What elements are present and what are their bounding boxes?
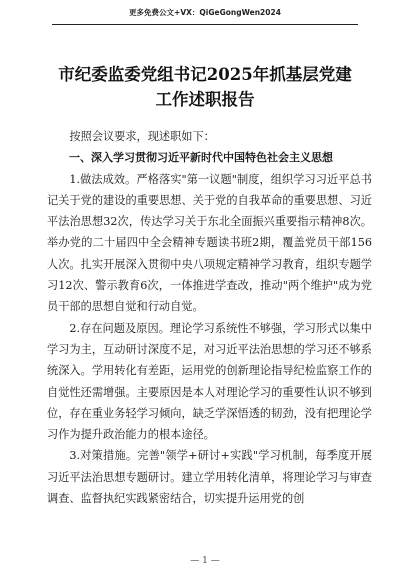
- paragraph-1: 1.做法成效。严格落实"第一议题"制度，组织学习习近平总书记关于党的建设的重要思想、关于党的自我革命的重要思想、习近平法治思想32次，传达学习关于东北全面振兴重要指示精神8次。举办党的二十届四中全会精神专题读书班2期，覆盖党员干部156人次。扎实开展深入贯彻中央八项规定精神学习教育，组织专题学习12次、警示教育6次，一体推进学查改，推动"两个维护"成为党员干部的思想自觉和行动自觉。: [47, 172, 372, 314]
- document-title: [40, 62, 370, 112]
- page-header: [0, 0, 410, 40]
- document-body: [47, 126, 372, 509]
- header-rule: [52, 24, 358, 25]
- paragraph-3: 3.对策措施。完善"领学+研讨+实践"学习机制，每季度开展习近平法治思想专题研讨。建立学用转化清单，将理论学习与审查调查、监督执纪实践紧密结合，切实提升运用党的创: [47, 449, 372, 506]
- title-line-1: 市纪委监委党组书记2025年抓基层党建: [58, 65, 352, 84]
- page-number: — 1 —: [190, 556, 220, 566]
- header-text: 更多免费公文+VX：QiGeGongWen2024: [129, 8, 281, 17]
- intro-paragraph: 按照会议要求，现述职如下：: [69, 130, 215, 143]
- paragraph-2: 2.存在问题及原因。理论学习系统性不够强，学习形式以集中学习为主，互动研讨深度不足，对习近平法治思想的学习还不够系统深入。学用转化有差距，运用党的创新理论指导纪检监察工作的自觉性还需增强。主要原因是本人对理论学习的重要性认识不够到位，存在重业务轻学习倾向，缺乏学深悟透的韧劲，没有把理论学习作为提升政治能力的根本途径。: [47, 321, 372, 442]
- title-line-2: 工作述职报告: [155, 90, 255, 109]
- section-heading: 一、深入学习贯彻习近平新时代中国特色社会主义思想: [69, 151, 333, 165]
